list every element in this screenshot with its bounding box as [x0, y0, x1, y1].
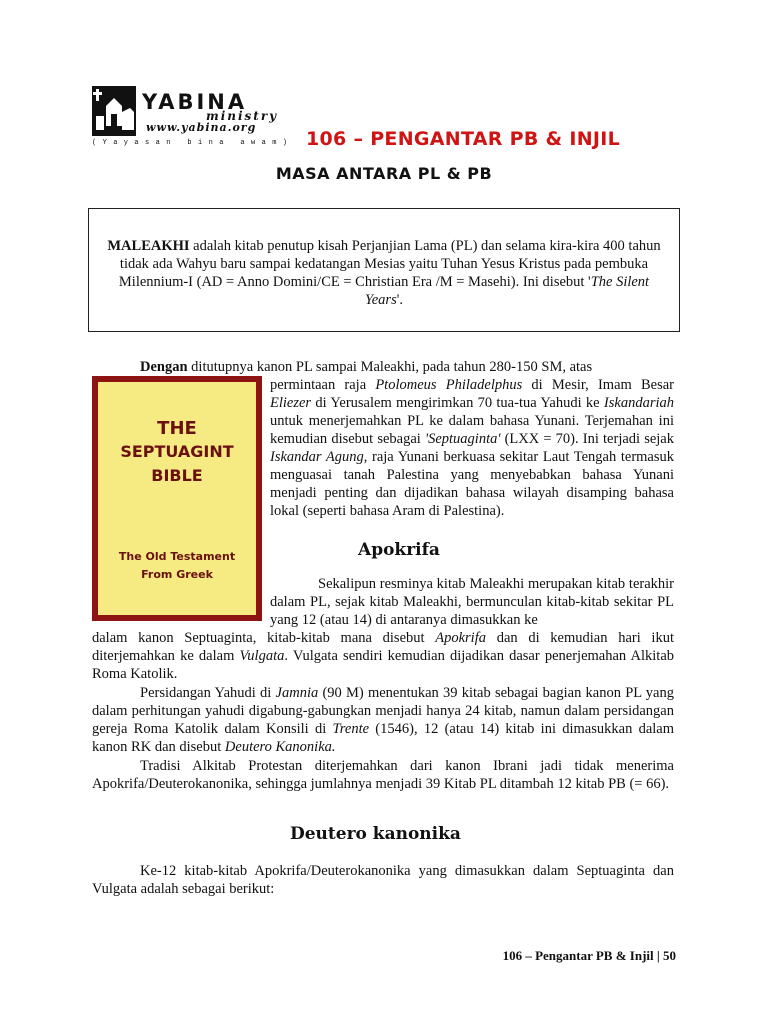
logo-url: www.yabina.org: [146, 121, 257, 134]
para1-italic-5: Iskandar Agung: [270, 449, 364, 465]
intro-italic: The Silent Years: [365, 274, 650, 308]
paragraph-1-body: [270, 376, 674, 520]
para3-text-3: (1546), 12 (atau 14) kitab ini dimasukkan dalam kanon RK dan disebut: [92, 721, 675, 755]
septuagint-book-cover: [92, 376, 262, 621]
intro-text: adalah kitab penutup kisah Perjanjian Lama (PL) dan selama kira-kira 400 tahun tidak ada Wahyu baru sampai kedatangan Mesias yaitu Tuhan Yesus Kristus pada pembuka Milennium-I (AD = Anno Domini/CE = Christian Era /M = Masehi). Ini disebut ': [118, 238, 661, 290]
para1-text-4: untuk menerjemahkan PL ke dalam bahasa Yunani. Terjemahan ini kemudian disebut sebagai: [270, 413, 674, 447]
para1-italic-4: 'Septuaginta': [424, 431, 501, 447]
heading-apokrifa: Apokrifa: [358, 540, 440, 560]
para2-bottom-text: dalam kanon Septuaginta, kitab-kitab mana disebut: [92, 630, 436, 646]
section-heading: MASA ANTARA PL & PB: [275, 164, 493, 183]
para2-top-text: Sekalipun resminya kitab Maleakhi merupakan kitab terakhir dalam PL, sejak kitab Maleakhi, bermunculan kitab-kitab sekitar PL yang 12 (atau 14) di antaranya dimasukkan ke: [270, 576, 674, 628]
para1-italic-2: Eliezer: [270, 395, 312, 411]
intro-box: [88, 208, 680, 332]
para1-italic-1: Ptolomeus Philadelphus: [375, 377, 523, 393]
cross-church-icon: [92, 86, 136, 136]
para2-text-2: dan di kemudian hari ikut diterjemahkan ke dalam: [92, 630, 674, 664]
paragraph-3: [92, 684, 674, 756]
book-line-2: SEPTUAGINT: [120, 442, 234, 461]
para1-italic-3: Iskandariah: [603, 395, 674, 411]
document-title: 106 – PENGANTAR PB & INJIL: [306, 128, 621, 150]
para1-text-6: , raja Yunani berkuasa sekitar Laut Tengah termasuk menguasai tanah Palestina yang menyebabkan bahasa Yunani menjadi penting dan dijadikan bahasa wilayah disamping bahasa lokal (seperti bahasa Aram di Palestina).: [270, 449, 675, 519]
paragraph-4: Tradisi Alkitab Protestan diterjemahkan dari kanon Ibrani jadi tidak menerima Apokrifa/Deuterokanonika, sehingga jumlahnya menjadi 39 Kitab PL ditambah 12 kitab PB (= 66).: [92, 758, 674, 792]
para2-italic-2: Vulgata: [239, 648, 285, 664]
para2-text-3: . Vulgata sendiri kemudian dijadikan dasar penerjemahan Alkitab Roma Katolik.: [92, 648, 675, 682]
page-footer: 106 – Pengantar PB & Injil | 50: [502, 948, 676, 963]
para3-italic-1: Jamnia: [275, 685, 319, 701]
yabina-logo: [92, 86, 292, 150]
book-line-5: From Greek: [141, 568, 213, 581]
para1-text-3: di Yerusalem mengirimkan 70 tua-tua Yahudi ke: [311, 395, 604, 411]
para3-italic-2: Trente: [332, 721, 370, 737]
logo-subtitle: ministry: [206, 109, 279, 123]
paragraph-1-lead: [140, 358, 674, 376]
paragraph-2-bottom: [92, 629, 674, 683]
para1-bold: Dengan: [140, 359, 188, 375]
logo-title: YABINA: [142, 90, 248, 114]
heading-deutero-kanonika: Deutero kanonika: [290, 824, 461, 844]
para3-text-1: Persidangan Yahudi di: [140, 685, 276, 701]
intro-end: '.: [396, 292, 403, 308]
para1-text-a: permintaan raja: [270, 377, 376, 393]
para3-italic-3: Deutero Kanonika.: [224, 739, 336, 755]
intro-bold: MALEAKHI: [107, 238, 190, 254]
book-line-4: The Old Testament: [118, 550, 236, 563]
para1-text-2: di Mesir, Imam Besar: [522, 377, 674, 393]
logo-tagline: (Yayasan bina awam): [92, 139, 294, 147]
para1-text-5: (LXX = 70). Ini terjadi sejak: [500, 431, 674, 447]
para1-lead-text: ditutupnya kanon PL sampai Maleakhi, pada tahun 280-150 SM, atas: [187, 359, 593, 375]
book-line-1: THE: [157, 418, 197, 439]
book-line-3: BIBLE: [151, 466, 203, 485]
para2-italic-1: Apokrifa: [435, 630, 486, 646]
para3-text-2: (90 M) menentukan 39 kitab sebagai bagian kanon PL yang dalam perhitungan yahudi digabung-gabungkan menjadi hanya 24 kitab, namun dalam persidangan gereja Roma Katolik dalam Konsili di: [92, 685, 674, 737]
paragraph-5: Ke-12 kitab-kitab Apokrifa/Deuterokanonika yang dimasukkan dalam Septuaginta dan Vulgata adalah sebagai berikut:: [92, 863, 674, 897]
paragraph-2-top: [270, 575, 674, 629]
